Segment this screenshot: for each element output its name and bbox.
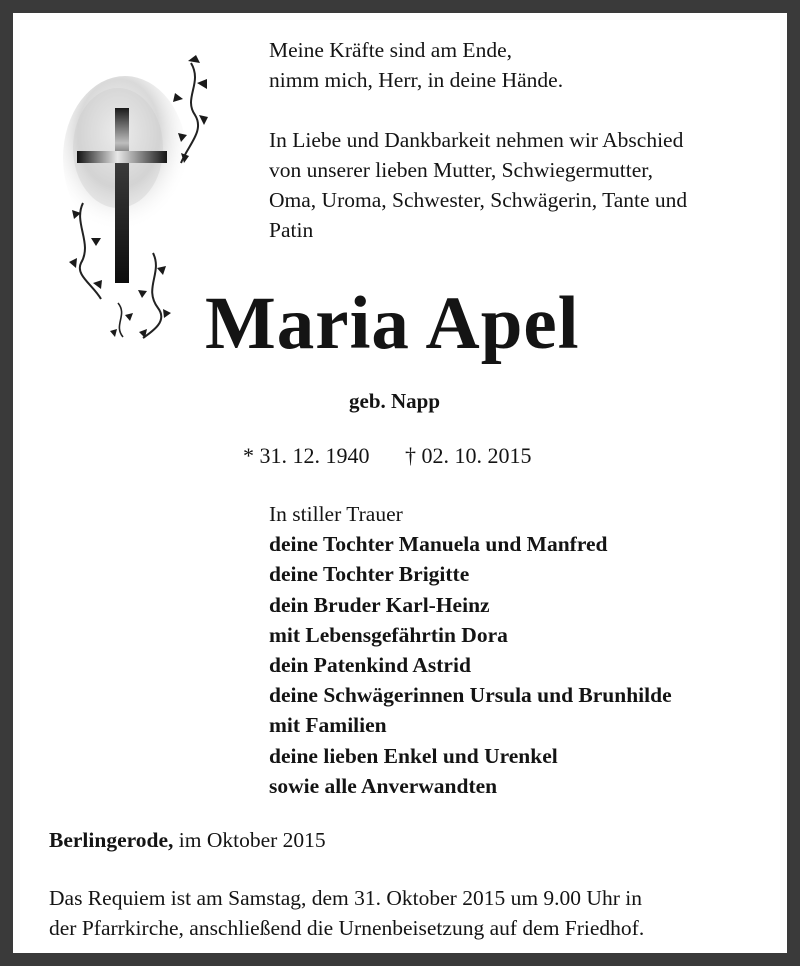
mourner-line: dein Patenkind Astrid (269, 653, 471, 678)
intro-line: Patin (269, 218, 314, 242)
birth-name: geb. Napp (349, 389, 441, 413)
verse-line: nimm mich, Herr, in deine Hände. (269, 68, 564, 92)
mourner-line: deine Tochter Brigitte (269, 562, 470, 587)
requiem-line: Das Requiem ist am Samstag, dem 31. Oktober 2015 um 9.00 Uhr in (49, 886, 642, 910)
requiem-line: der Pfarrkirche, anschließend die Urnenbeisetzung auf dem Friedhof. (49, 916, 645, 940)
mourner-line: deine Tochter Manuela und Manfred (269, 532, 608, 557)
mourner-line: mit Lebensgefährtin Dora (269, 622, 508, 647)
place-town: Berlingerode, (49, 828, 174, 852)
requiem-info (49, 883, 755, 943)
mourner-line: deine Schwägerinnen Ursula und Brunhilde (269, 683, 672, 708)
place-month: im Oktober 2015 (178, 828, 326, 852)
intro-line: Oma, Uroma, Schwester, Schwägerin, Tante und (269, 188, 688, 212)
intro-text (269, 125, 755, 245)
verse-line: Meine Kräfte sind am Ende, (269, 38, 512, 62)
mourners-heading: In stiller Trauer (269, 502, 403, 526)
deceased-name: Maria Apel (205, 282, 580, 365)
mourners-list (269, 499, 672, 801)
birth-date: * 31. 12. 1940 (243, 443, 370, 468)
intro-line: In Liebe und Dankbarkeit nehmen wir Abschied (269, 128, 684, 152)
life-dates (243, 441, 532, 471)
place-date (49, 825, 326, 855)
mourner-line: mit Familien (269, 713, 387, 738)
mourner-line: dein Bruder Karl-Heinz (269, 592, 490, 617)
verse (269, 35, 769, 95)
death-date: † 02. 10. 2015 (405, 443, 532, 468)
mourner-line: deine lieben Enkel und Urenkel (269, 743, 558, 768)
intro-line: von unserer lieben Mutter, Schwiegermutter, (269, 158, 653, 182)
mourner-line: sowie alle Anverwandten (269, 773, 498, 798)
